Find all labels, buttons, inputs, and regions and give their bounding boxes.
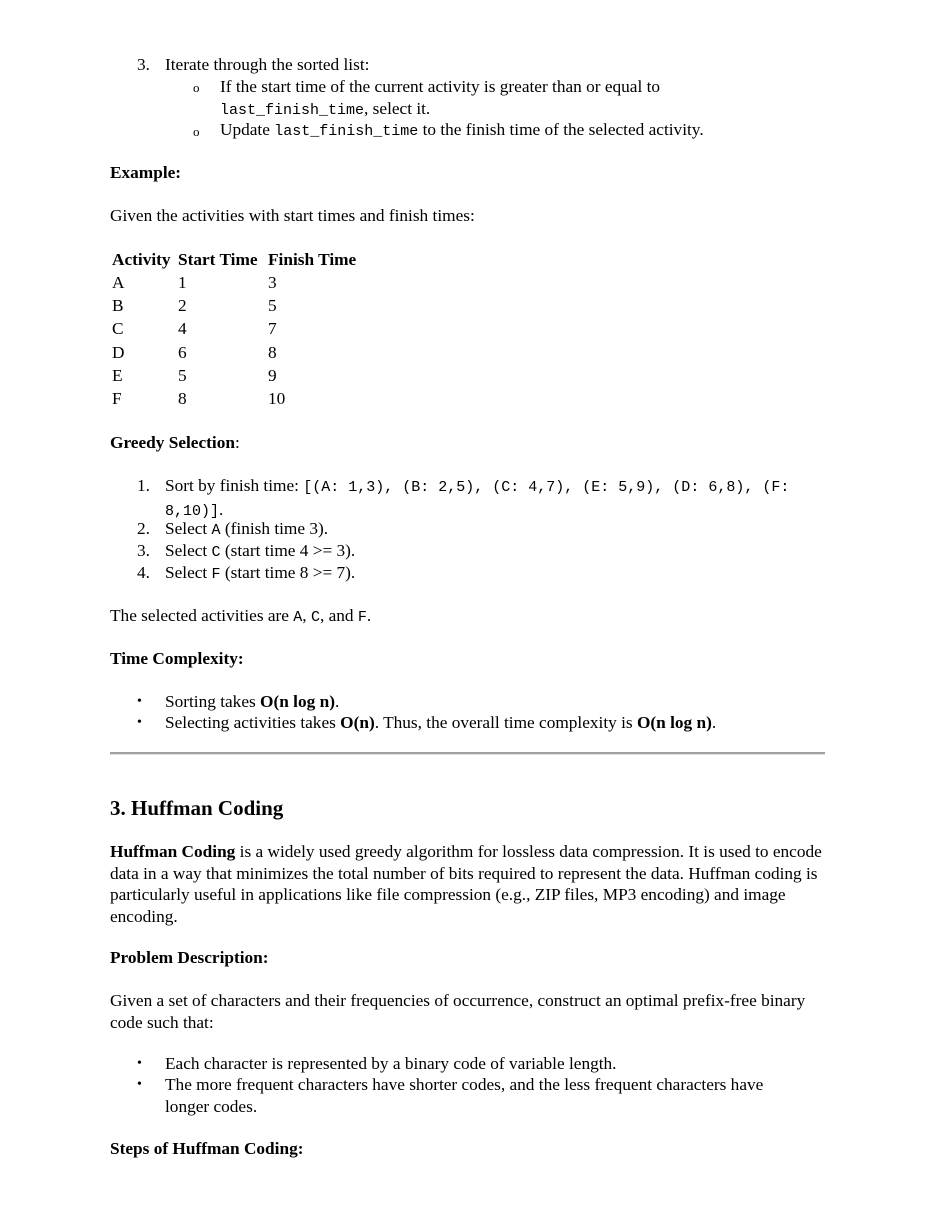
- inline-code: A: [293, 609, 303, 626]
- problem-text: Given a set of characters and their frequencies of occurrence, construct an optimal prefix-free binary code such that:: [110, 991, 806, 1032]
- bullet-text: Sorting takes: [165, 692, 261, 711]
- huffman-bullet: The more frequent characters have shorter codes, and the less frequent characters have longer codes.: [165, 1075, 764, 1116]
- table-cell: E: [112, 365, 123, 385]
- list-number: 3.: [137, 541, 150, 560]
- column-header: Activity: [112, 249, 171, 269]
- column-header: Finish Time: [268, 249, 357, 269]
- greedy-heading-colon: :: [234, 433, 240, 452]
- list-item-text: Iterate through the sorted list:: [165, 55, 370, 74]
- result-text: ,: [302, 606, 311, 625]
- complexity-selecting: [165, 712, 825, 734]
- table-cell: 7: [268, 319, 277, 339]
- step-text: Select: [165, 563, 212, 582]
- table-cell: 8: [178, 388, 187, 408]
- table-cell: 10: [268, 388, 286, 408]
- complexity-sorting: [165, 691, 825, 713]
- sub-item-text: to the finish time of the selected activity.: [418, 120, 704, 139]
- greedy-heading: [110, 432, 825, 454]
- result-text: The selected activities are: [110, 606, 294, 625]
- bullet-marker: •: [137, 694, 142, 709]
- sub-item-text: Update: [220, 120, 275, 139]
- list-number: 1.: [137, 476, 150, 495]
- sub-item-select: [220, 76, 820, 121]
- sub-bullet-marker: o: [193, 124, 200, 139]
- table-cell: 5: [178, 365, 187, 385]
- selected-result: [110, 605, 825, 629]
- bullet-text: . Thus, the overall time complexity is: [374, 713, 637, 732]
- list-number: 3.: [137, 55, 150, 74]
- bullet-marker: •: [137, 1077, 142, 1092]
- inline-code: 8,10)]: [165, 502, 220, 520]
- table-cell: F: [112, 388, 122, 408]
- table-row: [110, 318, 358, 341]
- problem-heading: Problem Description:: [110, 948, 269, 967]
- huffman-intro: [110, 841, 825, 927]
- greedy-step-select-c: [165, 540, 825, 564]
- sub-item-text: , select it.: [364, 98, 431, 118]
- table-cell: 8: [268, 342, 277, 362]
- table-cell: 1: [178, 273, 187, 293]
- step-text: (start time 8 >= 7).: [220, 563, 356, 582]
- inline-code: [(A: 1,3), (B: 2,5), (C: 4,7), (E: 5,9), (D: 6,8), (F:: [303, 479, 790, 496]
- steps-heading: Steps of Huffman Coding:: [110, 1139, 304, 1158]
- greedy-step-select-a: [165, 518, 825, 542]
- step-text: Select: [165, 541, 212, 560]
- complexity-heading: Time Complexity:: [110, 649, 244, 668]
- activity-table: [110, 248, 358, 410]
- example-intro: Given the activities with start times and finish times:: [110, 206, 475, 225]
- term-bold: Huffman Coding: [110, 842, 236, 861]
- section-title: 3. Huffman Coding: [110, 796, 284, 820]
- sub-bullet-marker: o: [193, 80, 200, 95]
- table-row: [110, 387, 358, 410]
- table-cell: 2: [178, 296, 187, 316]
- table-cell: 3: [268, 273, 277, 293]
- table-cell: 6: [178, 342, 187, 362]
- table-row: [110, 294, 358, 317]
- list-number: 2.: [137, 519, 150, 538]
- inline-code: F: [211, 566, 221, 583]
- column-header: Start Time: [178, 249, 258, 269]
- greedy-step-sort: [165, 475, 825, 522]
- big-o: O(n log n): [260, 692, 335, 711]
- table-header-row: [110, 248, 358, 271]
- bullet-text: Selecting activities takes: [165, 713, 341, 732]
- table-cell: 4: [178, 319, 187, 339]
- table-cell: D: [112, 342, 125, 362]
- step-text: (start time 4 >= 3).: [220, 541, 356, 560]
- step-text: (finish time 3).: [220, 519, 329, 538]
- big-o: O(n log n): [636, 713, 712, 732]
- huffman-bullet: Each character is represented by a binary code of variable length.: [165, 1054, 617, 1073]
- result-text: , and: [319, 606, 358, 625]
- example-heading: Example:: [110, 163, 182, 182]
- table-cell: A: [112, 273, 125, 293]
- table-cell: C: [112, 319, 124, 339]
- inline-code: F: [357, 609, 367, 626]
- table-row: [110, 364, 358, 387]
- table-row: [110, 341, 358, 364]
- sub-item-text: If the start time of the current activity is greater than or equal to: [220, 77, 661, 96]
- inline-code: C: [211, 544, 221, 561]
- greedy-step-select-f: [165, 562, 825, 586]
- bullet-marker: •: [137, 715, 142, 730]
- bullet-marker: •: [137, 1056, 142, 1071]
- sub-item-update: [220, 119, 820, 143]
- result-text: .: [366, 606, 372, 625]
- table-cell: 5: [268, 296, 277, 316]
- inline-code: C: [310, 609, 320, 626]
- list-number: 4.: [137, 563, 150, 582]
- section-divider: [110, 752, 825, 755]
- big-o: O(n): [340, 713, 375, 732]
- bullet-text: .: [711, 713, 717, 732]
- inline-code: A: [211, 522, 221, 539]
- bullet-text: .: [334, 692, 340, 711]
- inline-code: last_finish_time: [274, 123, 419, 140]
- step-text: .: [219, 499, 224, 519]
- greedy-heading-label: Greedy Selection: [110, 433, 235, 452]
- table-row: [110, 271, 358, 294]
- inline-code: last_finish_time: [220, 101, 365, 119]
- step-text: Select: [165, 519, 212, 538]
- table-cell: B: [112, 296, 124, 316]
- step-text: Sort by finish time:: [165, 476, 304, 495]
- table-cell: 9: [268, 365, 277, 385]
- paragraph-text: is a widely used greedy algorithm for lossless data compression. It is used to encode data in a way that minimizes the total number of bits required to represent the data. Huffman coding is particularly useful in applications like file compression (e.g., ZIP files, MP3 encoding) and image encoding.: [110, 842, 822, 926]
